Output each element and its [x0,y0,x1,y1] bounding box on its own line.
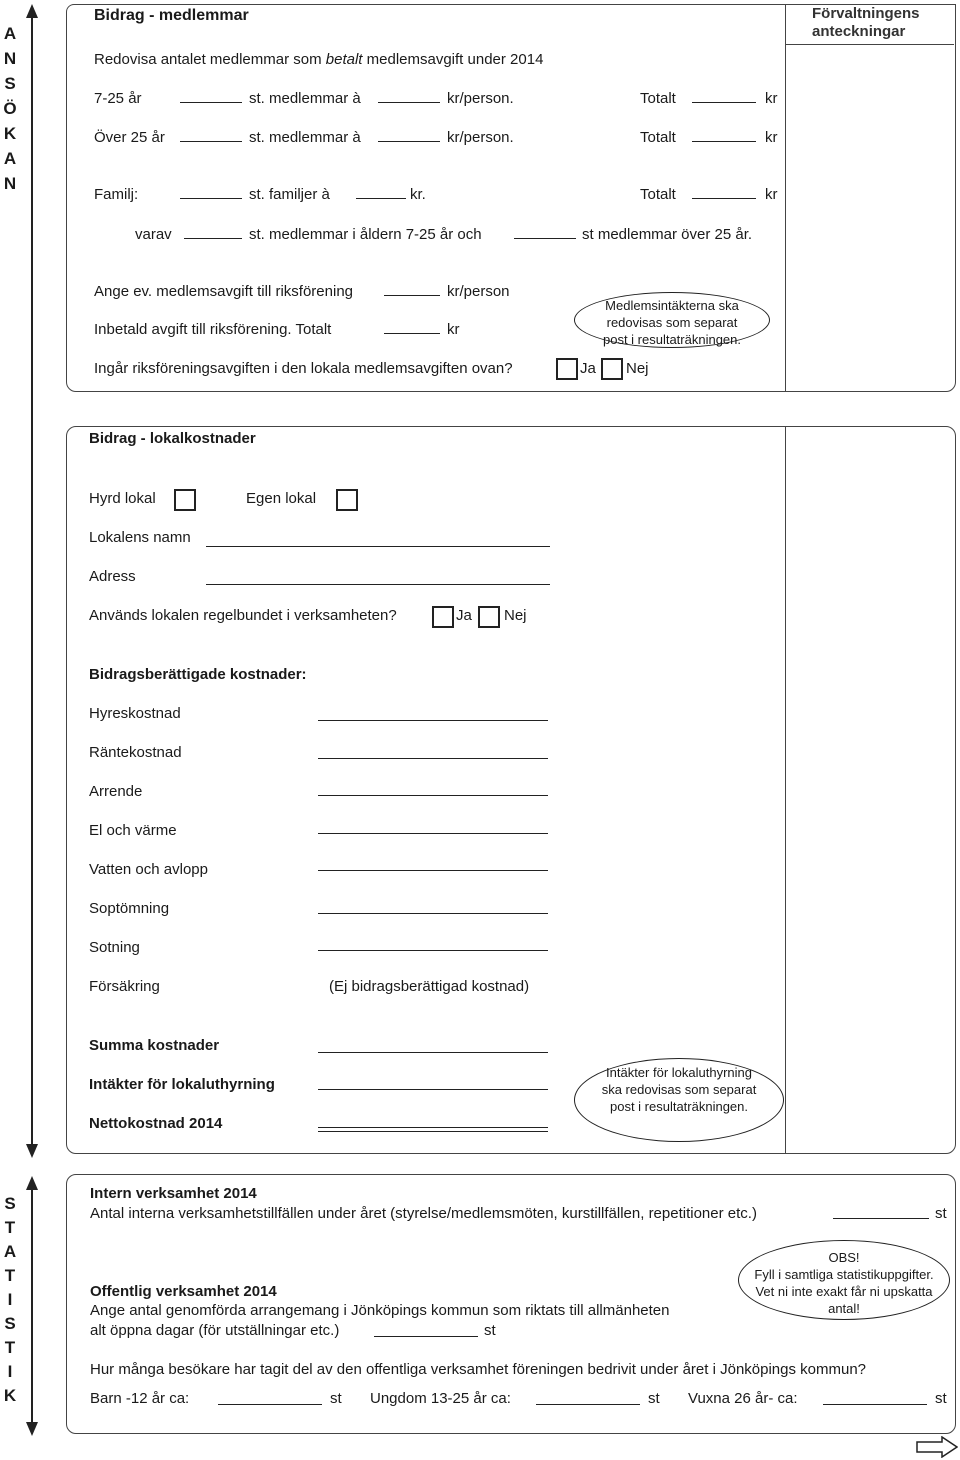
lokal-title: Bidrag - lokalkostnader [89,430,256,447]
st-label: st [648,1390,660,1407]
egen-checkbox[interactable] [336,489,358,511]
kostnad-label: Vatten och avlopp [89,861,208,878]
note-line: Intäkter för lokaluthyrning [606,1065,752,1080]
offentlig-title: Offentlig verksamhet 2014 [90,1283,277,1300]
forsakring-note: (Ej bidragsberättigad kostnad) [329,978,530,995]
nej-label: Nej [504,607,527,624]
note-line: antal! [828,1301,860,1316]
sidebar-letter: S [4,1194,16,1213]
kostnad-label: Hyreskostnad [89,705,181,722]
sidebar-letter: S [4,74,16,93]
intro-emph: betalt [325,51,363,68]
summa-label: Summa kostnader [89,1037,220,1054]
st-label: st [935,1205,947,1222]
ungdom-label: Ungdom 13-25 år ca: [370,1390,511,1407]
lokal-divider [785,427,786,1153]
summa-field[interactable] [318,1052,548,1053]
anvands-question: Används lokalen regelbundet i verksamheten? [89,607,397,624]
sidebar-letter: T [4,1218,16,1237]
offentlig-text1: Ange antal genomförda arrangemang i Jönköpings kommun som riktats till allmänheten [90,1302,670,1319]
next-page-arrow-icon[interactable] [916,1436,958,1458]
familj-total-field[interactable] [692,198,756,199]
el-varme-field[interactable] [318,833,548,834]
egen-label: Egen lokal [246,490,317,507]
st-medlemmar-a-label: st. medlemmar à [249,129,361,146]
kostnad-label: Sotning [89,939,140,956]
st-label: st [330,1390,342,1407]
sidebar-letter: T [4,1338,16,1357]
varav-young-field[interactable] [184,238,242,239]
row-over-25-total-field[interactable] [692,141,756,142]
namn-label: Lokalens namn [89,529,191,546]
hyrd-checkbox[interactable] [174,489,196,511]
ange-ev-label: Ange ev. medlemsavgift till riksförening [94,283,353,300]
intakter-note [574,1058,784,1142]
medlemmar-title: Bidrag - medlemmar [94,7,249,24]
obs-note [738,1240,950,1320]
vuxna-label: Vuxna 26 år- ca: [688,1390,798,1407]
note-line: Medlemsintäkterna ska [605,298,739,313]
kr-person-label: kr/person [447,283,510,300]
st-familjer-a-label: st. familjer à [249,186,330,203]
row-7-25-total-field[interactable] [692,102,756,103]
familj-fee-field[interactable] [356,198,406,199]
kostnad-label: Försäkring [89,978,160,995]
barn-label: Barn -12 år ca: [90,1390,190,1407]
anvands-nej-checkbox[interactable] [478,606,500,628]
sidebar-letter: N [3,174,17,193]
note-line: Vet ni inte exakt får ni upskatta [755,1284,933,1299]
kr-label: kr [765,90,778,107]
adress-label: Adress [89,568,136,585]
note-line: OBS! [828,1250,860,1265]
note-line: redovisas som separat [606,315,738,330]
ingar-nej-checkbox[interactable] [601,358,623,380]
ingar-ja-checkbox[interactable] [556,358,578,380]
besokare-question: Hur många besökare har tagit del av den offentliga verksamhet föreningen bedrivit under året i Jönköpings kommun? [90,1361,867,1378]
offentlig-text2: alt öppna dagar (för utställningar etc.) [90,1322,340,1339]
inbetald-total-field[interactable] [384,333,440,334]
adress-field[interactable] [206,584,550,585]
kostnad-label: Räntekostnad [89,744,182,761]
note-line: Fyll i samtliga statistikuppgifter. [754,1267,934,1282]
medlemsintakter-note [574,292,770,348]
row-7-25-label: 7-25 år [94,90,142,107]
row-7-25-count-field[interactable] [180,102,242,103]
kr-label: kr [447,321,460,338]
ja-label: Ja [580,360,596,377]
sidebar-letter: A [3,1242,17,1261]
soptomning-field[interactable] [318,913,548,914]
note-line: post i resultaträkningen. [609,1099,749,1114]
varav-older-field[interactable] [514,238,576,239]
hyreskostnad-field[interactable] [318,720,548,721]
inbetald-label: Inbetald avgift till riksförening. Totalt [94,321,332,338]
sidebar-letter: N [3,49,17,68]
medlemmar-intro [94,51,543,68]
nej-label: Nej [626,360,649,377]
intro-suffix: medlemsavgift under 2014 [362,51,544,68]
st-medlemmar-a-label: st. medlemmar à [249,90,361,107]
kr-person-label: kr/person. [447,90,514,107]
intern-count-field[interactable] [833,1218,929,1219]
riks-fee-field[interactable] [384,295,440,296]
kostnad-label: Soptömning [89,900,170,917]
totalt-label: Totalt [640,90,676,107]
sidebar-letter: I [7,1362,13,1381]
sidebar-letter: A [3,149,17,168]
forvaltning-title-line1: Förvaltningens [812,5,920,22]
kr-label: kr [765,129,778,146]
note-line: post i resultaträkningen. [602,332,742,347]
row-over-25-fee-field[interactable] [378,141,440,142]
sidebar-letter: K [3,1386,17,1405]
kr-person-label: kr/person. [447,129,514,146]
namn-field[interactable] [206,546,550,547]
kostnad-label: El och värme [89,822,177,839]
intakter-label: Intäkter för lokaluthyrning [89,1076,275,1093]
row-over-25-label: Över 25 år [94,129,165,146]
varav-over-label: st medlemmar över 25 år. [582,226,753,243]
totalt-label: Totalt [640,186,676,203]
anvands-ja-checkbox[interactable] [432,606,454,628]
row-over-25-count-field[interactable] [180,141,242,142]
intern-text: Antal interna verksamhetstillfällen under året (styrelse/medlemsmöten, kurstillfällen, repetitioner etc.) [90,1205,757,1222]
netto-field[interactable] [318,1127,548,1132]
hyrd-label: Hyrd lokal [89,490,156,507]
netto-label: Nettokostnad 2014 [89,1115,223,1132]
ungdom-field[interactable] [536,1404,640,1405]
vatten-avlopp-field[interactable] [318,870,548,871]
ja-label: Ja [456,607,472,624]
forvaltning-divider [785,4,786,392]
sidebar-letter: T [4,1266,16,1285]
st-label: st [484,1322,496,1339]
kostnad-label: Arrende [89,783,143,800]
rantekostnad-field[interactable] [318,758,548,759]
barn-field[interactable] [218,1404,322,1405]
intro-prefix: Redovisa antalet medlemmar som [94,51,326,68]
arrende-field[interactable] [318,795,548,796]
sidebar-letter: A [3,24,17,43]
sidebar-letter: I [7,1290,13,1309]
ingar-question: Ingår riksföreningsavgiften i den lokala medlemsavgiften ovan? [94,360,513,377]
intern-title: Intern verksamhet 2014 [90,1185,257,1202]
varav-aldern-label: st. medlemmar i åldern 7-25 år och [249,226,482,243]
sidebar-letter: S [4,1314,16,1333]
kr-label: kr [765,186,778,203]
sidebar-letter: Ö [3,99,17,118]
row-7-25-fee-field[interactable] [378,102,440,103]
kr-dot-label: kr. [410,186,426,203]
st-label: st [935,1390,947,1407]
varav-label: varav [135,226,172,243]
sotning-field[interactable] [318,950,548,951]
kostnader-title: Bidragsberättigade kostnader: [89,666,307,683]
intakter-field[interactable] [318,1089,548,1090]
vuxna-field[interactable] [823,1404,927,1405]
forvaltning-title-line2: anteckningar [812,23,906,40]
familj-count-field[interactable] [180,198,242,199]
note-line: ska redovisas som separat [601,1082,757,1097]
forvaltning-underline [786,44,954,45]
offentlig-count-field[interactable] [374,1336,478,1337]
forvaltning-title [812,5,920,41]
sidebar-letter: K [3,124,17,143]
familj-label: Familj: [94,186,139,203]
totalt-label: Totalt [640,129,676,146]
